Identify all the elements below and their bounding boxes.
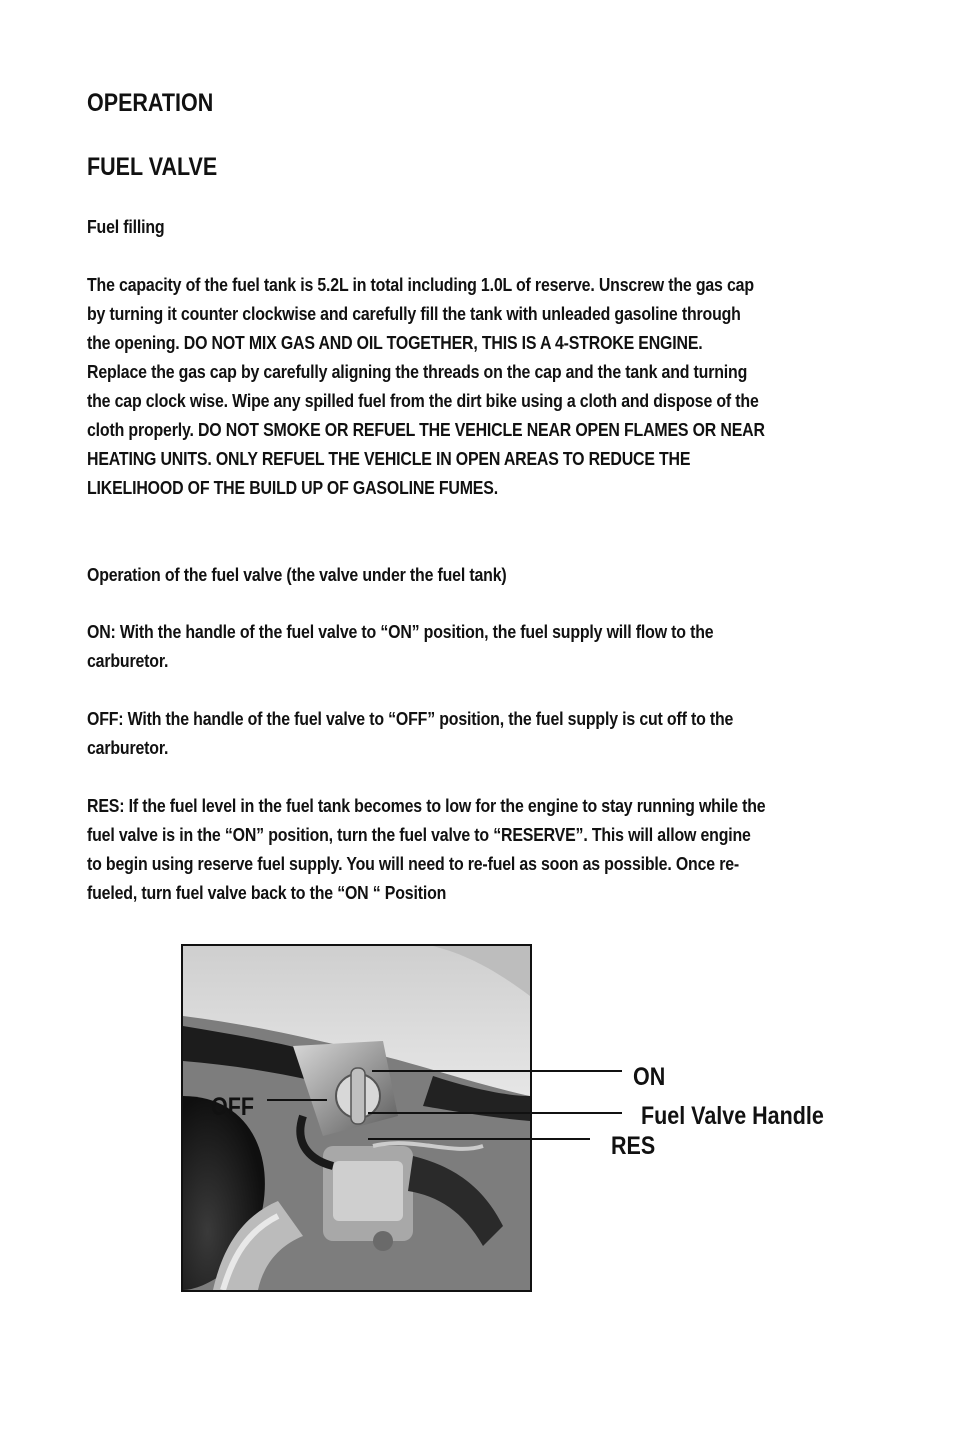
paragraph-operation-of-valve <box>87 560 766 589</box>
off-label: OFF <box>211 1093 254 1121</box>
handle-callout-line <box>368 1112 622 1114</box>
res-callout-line <box>368 1138 590 1140</box>
operation-of-valve-text: Operation of the fuel valve (the valve under the fuel tank) <box>87 564 507 585</box>
res-label: RES <box>611 1132 656 1160</box>
section-title-fuel-valve: FUEL VALVE <box>87 153 218 181</box>
paragraph-res <box>87 791 766 907</box>
res-text: RES: If the fuel level in the fuel tank becomes to low for the engine to stay running while the fuel valve is in the “ON” position, turn the fuel valve to “RESERVE”. This will allow engine to begin using reserve fuel supply. You will need to re-fuel as soon as possible. Once re-fueled, turn fuel valve back to the “ON “ Position <box>87 795 766 903</box>
paragraph-capacity <box>87 270 766 502</box>
subheading-fuel-filling <box>87 212 766 241</box>
paragraph-off <box>87 704 766 762</box>
section-title-operation: OPERATION <box>87 89 214 117</box>
on-text: ON: With the handle of the fuel valve to “ON” position, the fuel supply will flow to the carburetor. <box>87 621 714 671</box>
fuel-valve-handle-label: Fuel Valve Handle <box>641 1102 824 1130</box>
on-callout-line <box>372 1070 622 1072</box>
off-text: OFF: With the handle of the fuel valve to “OFF” position, the fuel supply is cut off to the carburetor. <box>87 708 734 758</box>
on-label: ON <box>633 1063 666 1091</box>
paragraph-on <box>87 617 766 675</box>
off-callout-line <box>267 1099 327 1101</box>
capacity-text: The capacity of the fuel tank is 5.2L in total including 1.0L of reserve. Unscrew the gas cap by turning it counter clockwise and carefully fill the tank with unleaded gasoline through the opening. DO NOT MIX GAS AND OIL TOGETHER, THIS IS A 4-STROKE ENGINE. Replace the gas cap by carefully aligning the threads on the cap and the tank and turning the cap clock wise. Wipe any spilled fuel from the dirt bike using a cloth and dispose of the cloth properly. DO NOT SMOKE OR REFUEL THE VEHICLE NEAR OPEN FLAMES OR NEAR HEATING UNITS. ONLY REFUEL THE VEHICLE IN OPEN AREAS TO REDUCE THE LIKELIHOOD OF THE BUILD UP OF GASOLINE FUMES. <box>87 274 765 498</box>
fuel-filling-label: Fuel filling <box>87 216 165 237</box>
